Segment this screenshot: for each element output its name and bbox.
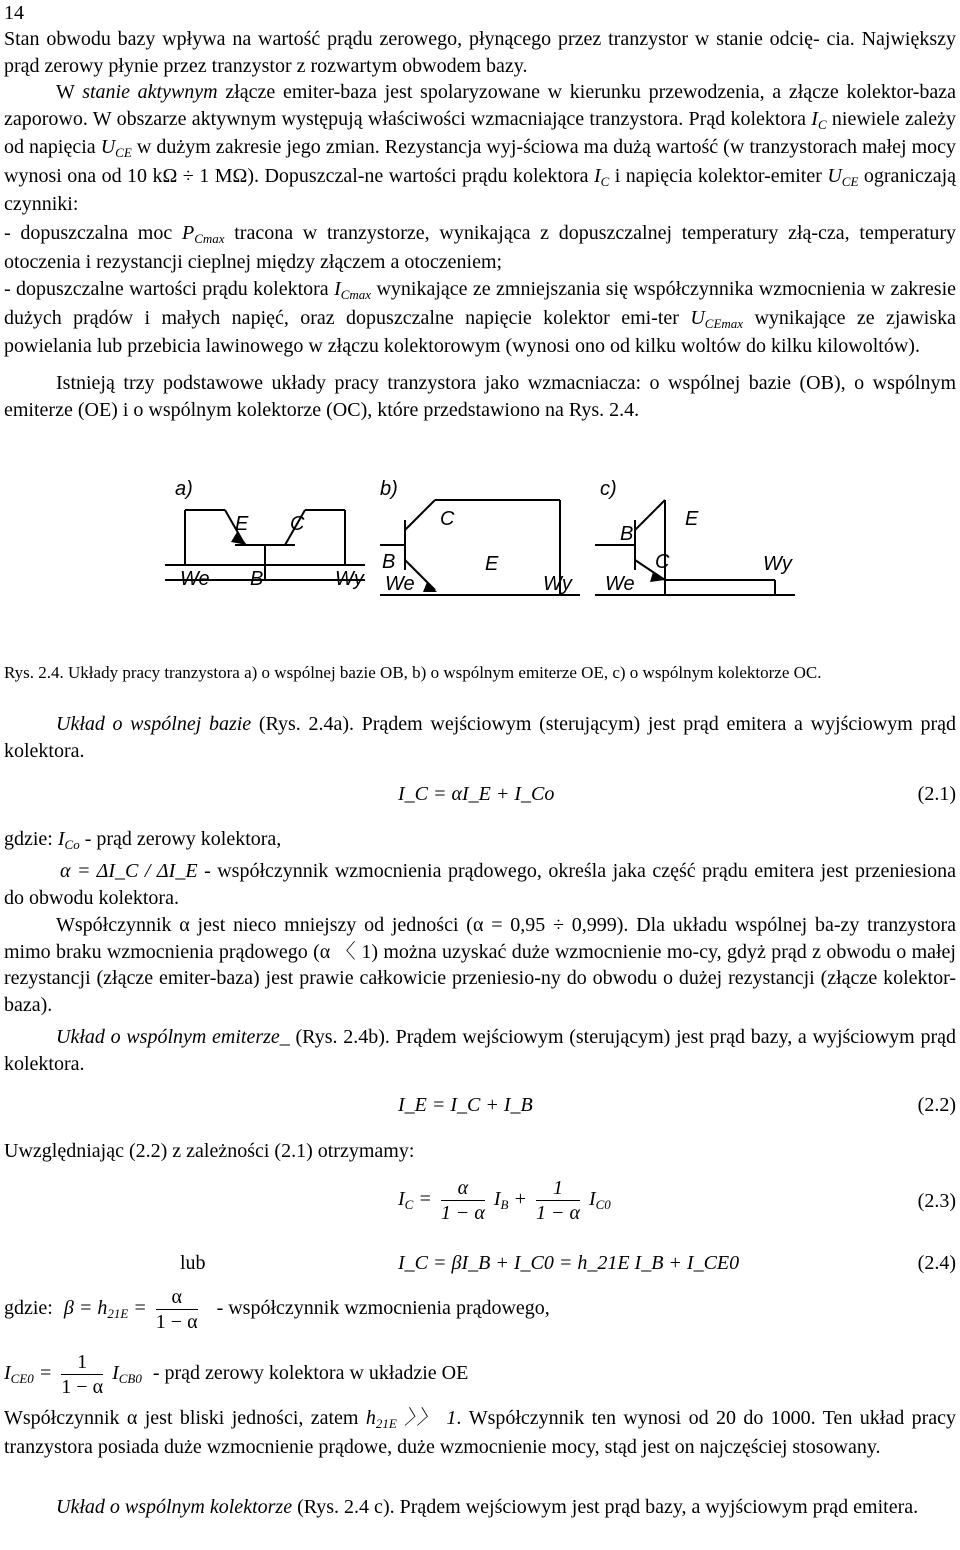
svg-text:B: B — [250, 568, 264, 590]
svg-text:Wy: Wy — [335, 568, 364, 590]
equation-2-1: I_C = αI_E + I_Co — [398, 783, 555, 805]
definition-alpha: α = ΔI_C / ΔI_E - współczynnik wzmocnienia prądowego, określa jaka część prądu emitera jest przeniesiona do obwodu kolektora. — [4, 860, 957, 909]
equation-2-2: I_E = I_C + I_B — [398, 1094, 533, 1116]
svg-text:C: C — [290, 513, 305, 535]
paragraph-common-emitter: Układ o wspólnym emiterze_ (Rys. 2.4b). Prądem wejściowym (sterującym) jest prąd bazy, a wyjściowym prąd kolektora. — [4, 1026, 956, 1075]
svg-text:Wy: Wy — [763, 553, 792, 575]
equation-number-2-3: (2.3) — [917, 1190, 956, 1212]
paragraph-combining: Uwzględniając (2.2) z zależności (2.1) otrzymamy: — [4, 1140, 415, 1162]
svg-text:We: We — [180, 568, 210, 590]
page-number: 14 — [4, 2, 24, 24]
svg-text:B: B — [620, 523, 634, 545]
paragraph-common-base: Układ o wspólnej bazie (Rys. 2.4a). Prądem wejściowym (sterującym) jest prąd emitera a wyjściowym prąd kolektora. — [4, 713, 956, 762]
paragraph-configurations: Istnieją trzy podstawowe układy pracy tranzystora jako wzmacniacza: o wspólnej bazie (OB), o wspólnym emiterze (OE) i o wspólnym kolektorze (OC), które przedstawiono na Rys. 2.4. — [4, 372, 956, 421]
paragraph-active-state: W stanie aktywnym złącze emiter-baza jest spolaryzowane w kierunku przewodzenia, a złącze kolektor-baza zaporowo. W obszarze aktywnym występują właściwości wzmacniające tranzystora. Prąd kolektora $I_C$ niewiele zależy od napięcia $U_{CE}$ w dużym zakresie jego zmian. Rezystancja wyj-ściowa ma dużą wartość (w tranzystorach małej mocy wynosi ona od 10 kΩ ÷ 1 MΩ). Dopuszczal-ne wartości prądu kolektora $I_C$ i napięcia kolektor-emiter $U_{CE}$ ograniczają czynniki: — [4, 81, 957, 215]
svg-text:B: B — [382, 551, 396, 573]
section-title-common-collector: Układ o wspólnym kolektorze — [56, 1496, 293, 1518]
figure-caption: Rys. 2.4. Układy pracy tranzystora a) o wspólnej bazie OB, b) o wspólnym emiterze OE, c) o wspólnym kolektorze OC. — [4, 663, 822, 682]
definition-beta: gdzie: $\beta = h_{21E}$ = $\frac{\alpha}{1 - \alpha}$ - współczynnik wzmocnienia prądowego, — [4, 1286, 550, 1333]
definition-ico: gdzie: $I_{Co}$ - prąd zerowy kolektora, — [4, 828, 282, 852]
paragraph-alpha: Współczynnik α jest nieco mniejszy od jedności (α = 0,95 ÷ 0,999). Dla układu wspólnej ba-zy tranzystora mimo braku wzmocnienia prądowego (α 〈 1) można uzyskać duże wzmocnienie mo-cy, gdyż prąd z obwodu o małej rezystancji (złącze emiter-baza) jest prawie całkowicie przeniesio-ny do obwodu o dużej rezystancji (złącze kolektor-baza). — [4, 914, 956, 1016]
svg-text:C: C — [655, 551, 670, 573]
lub-text: lub — [180, 1252, 206, 1274]
list-item-current: - dopuszczalne wartości prądu kolektora $I_{Cmax}$ wynikające ze zmniejszania się współczynnika wzmocnienia w zakresie dużych prądów i małych napięć, oraz dopuszczalne napięcie kolektor emi-ter $U_{CEmax}$ wynikające ze zjawiska powielania lub przebicia lawinowego w złączu kolektorowym (wynosi ono od kilku woltów do kilku kilowoltów). — [4, 278, 957, 357]
equation-number-2-1: (2.1) — [917, 783, 956, 805]
term-active-state: stanie aktywnym — [82, 81, 218, 103]
paragraph-common-collector: Układ o wspólnym kolektorze (Rys. 2.4 c). Prądem wejściowym jest prąd bazy, a wyjściowym prąd emitera. — [56, 1496, 919, 1518]
equation-2-3: $I_C$ = $\frac{\alpha}{1 - \alpha}$ $I_B$ + $\frac{1}{1 - \alpha}$ $I_{C0}$ — [398, 1177, 611, 1224]
svg-text:We: We — [385, 573, 415, 595]
svg-text:C: C — [440, 508, 455, 530]
svg-text:E: E — [685, 508, 699, 530]
equation-number-2-4: (2.4) — [917, 1252, 956, 1274]
definition-ice0: $I_{CE0}$ = $\frac{1}{1 - \alpha}$ $I_{CB0}$ - prąd zerowy kolektora w układzie OE — [4, 1351, 469, 1398]
circuit-figure — [165, 470, 805, 630]
section-title-common-emitter: Układ o wspólnym emiterze_ — [56, 1026, 290, 1048]
paragraph-cutoff-state: Stan obwodu bazy wpływa na wartość prądu zerowego, płynącego przez tranzystor w stanie odcię- cia. Największy prąd zerowy płynie przez tranzystor z rozwartym obwodem bazy. — [4, 28, 956, 77]
svg-text:b): b) — [380, 478, 398, 500]
paragraph-h21e: Współczynnik α jest bliski jedności, zatem $h_{21E}$ 〉〉 1. Współczynnik ten wynosi od 20 do 1000. Ten układ pracy tranzystora posiada duże wzmocnienie prądowe, duże wzmocnienie mocy, stąd jest on najczęściej stosowany. — [4, 1407, 956, 1458]
svg-text:a): a) — [175, 478, 193, 500]
svg-text:c): c) — [600, 478, 617, 500]
svg-text:We: We — [605, 573, 635, 595]
svg-text:Wy: Wy — [543, 573, 572, 595]
equation-2-4: I_C = βI_B + I_C0 = h_21E I_B + I_CE0 — [398, 1252, 740, 1274]
section-title-common-base: Układ o wspólnej bazie — [56, 713, 252, 735]
svg-text:E: E — [235, 513, 249, 535]
equation-number-2-2: (2.2) — [917, 1094, 956, 1116]
list-item-power: - dopuszczalna moc $P_{Cmax}$ tracona w tranzystorze, wynikająca z dopuszczalnej temperatury złą-cza, temperatury otoczenia i rezystancji cieplnej między złączem a otoczeniem; — [4, 222, 957, 273]
svg-text:E: E — [485, 553, 499, 575]
